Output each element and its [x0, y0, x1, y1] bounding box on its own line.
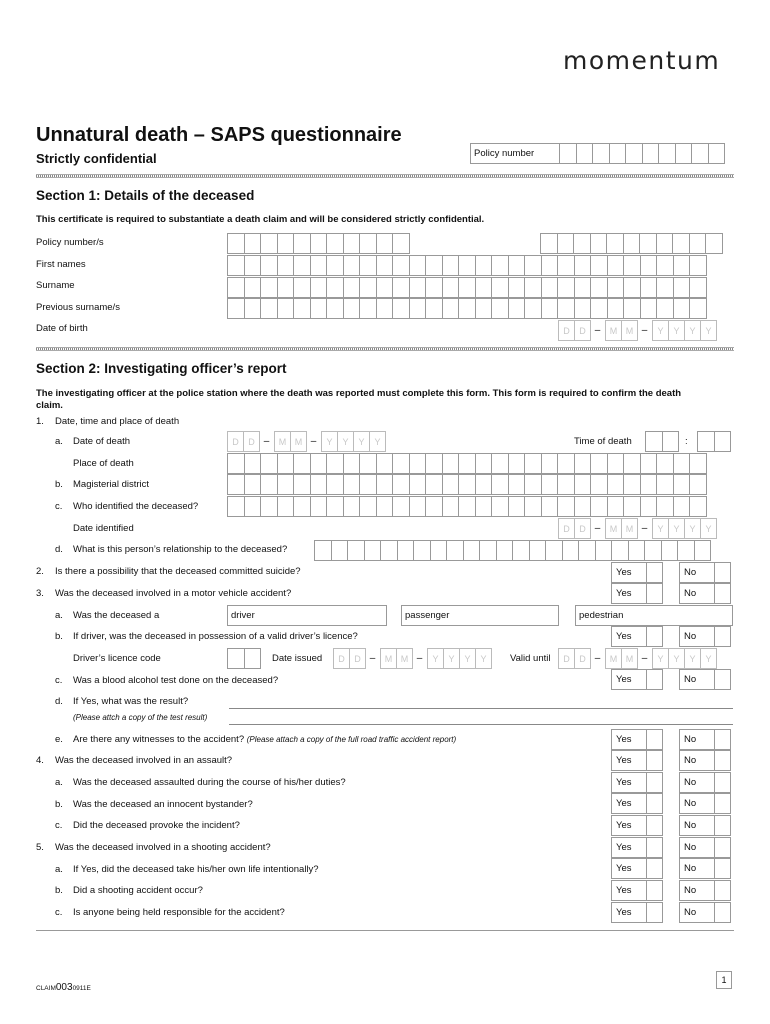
q3b-text: If driver, was the deceased in possession of a valid driver’s licence? — [73, 631, 358, 642]
q3-text: Was the deceased involved in a motor vehicle accident? — [55, 588, 292, 599]
option-pedestrian[interactable]: pedestrian — [575, 605, 733, 626]
q4c-text: Did the deceased provoke the incident? — [73, 820, 240, 831]
q2-text: Is there a possibility that the deceased committed suicide? — [55, 566, 301, 577]
q4-no-checkbox[interactable]: No — [679, 750, 731, 771]
q3b-letter: b. — [55, 631, 63, 642]
q4a-text: Was the deceased assaulted during the course of his/her duties? — [73, 777, 346, 788]
q4b-yes-checkbox[interactable]: Yes — [611, 793, 663, 814]
q4c-no-checkbox[interactable]: No — [679, 815, 731, 836]
q4b-letter: b. — [55, 799, 63, 810]
q3-number: 3. — [36, 588, 44, 599]
q3e-letter: e. — [55, 734, 63, 745]
q5b-no-checkbox[interactable]: No — [679, 880, 731, 901]
q4-number: 4. — [36, 755, 44, 766]
test-result-line-1[interactable] — [229, 708, 733, 709]
policy-number-input[interactable] — [559, 143, 724, 164]
q2-no-checkbox[interactable]: No — [679, 562, 731, 583]
q3e-question: Are there any witnesses to the accident? — [73, 734, 245, 745]
q3d-text: If Yes, what was the result? — [73, 696, 189, 707]
time-minutes-input[interactable] — [697, 431, 730, 452]
q5-number: 5. — [36, 842, 44, 853]
identified-by-input[interactable] — [227, 496, 706, 517]
option-driver[interactable]: driver — [227, 605, 387, 626]
q4c-yes-checkbox[interactable]: Yes — [611, 815, 663, 836]
surname-label: Surname — [36, 280, 75, 291]
q1c-letter: c. — [55, 501, 63, 512]
q4b-no-checkbox[interactable]: No — [679, 793, 731, 814]
q5b-text: Did a shooting accident occur? — [73, 885, 203, 896]
option-passenger[interactable]: passenger — [401, 605, 559, 626]
page-title: Unnatural death – SAPS questionnaire — [36, 124, 402, 146]
q4-yes-checkbox[interactable]: Yes — [611, 750, 663, 771]
previous-surname-input[interactable] — [227, 298, 706, 319]
q5c-letter: c. — [55, 907, 63, 918]
place-of-death-input[interactable] — [227, 453, 706, 474]
q3a-text: Was the deceased a — [73, 610, 160, 621]
q3a-letter: a. — [55, 610, 63, 621]
q5-no-checkbox[interactable]: No — [679, 837, 731, 858]
section1-note: This certificate is required to substantiate a death claim and will be considered strictly confidential. — [36, 214, 485, 225]
first-names-input[interactable] — [227, 255, 706, 276]
momentum-logo: momentum — [563, 46, 721, 75]
q3d-note: (Please attch a copy of the test result) — [73, 713, 208, 722]
first-names-label: First names — [36, 259, 86, 270]
date-issued-input[interactable]: D D – M M – Y Y Y Y — [333, 648, 491, 669]
q5b-letter: b. — [55, 885, 63, 896]
q3b-yes-checkbox[interactable]: Yes — [611, 626, 663, 647]
date-identified-label: Date identified — [73, 523, 134, 534]
q1d-text: What is this person’s relationship to the deceased? — [73, 544, 288, 555]
q2-yes-checkbox[interactable]: Yes — [611, 562, 663, 583]
q4c-letter: c. — [55, 820, 63, 831]
q3d-letter: d. — [55, 696, 63, 707]
q4a-yes-checkbox[interactable]: Yes — [611, 772, 663, 793]
section2-note-line1: The investigating officer at the police station where the death was reported must complete this form. This form is required to confirm the death — [36, 388, 682, 399]
q5a-letter: a. — [55, 864, 63, 875]
valid-until-label: Valid until — [510, 653, 551, 664]
page-number: 1 — [716, 971, 732, 989]
q2-number: 2. — [36, 566, 44, 577]
q5c-text: Is anyone being held responsible for the accident? — [73, 907, 285, 918]
q3c-letter: c. — [55, 675, 63, 686]
q1b-letter: b. — [55, 479, 63, 490]
q1b-text: Magisterial district — [73, 479, 150, 490]
q1a-letter: a. — [55, 436, 63, 447]
policy-numbers-label: Policy number/s — [36, 237, 104, 248]
date-issued-label: Date issued — [272, 653, 323, 664]
form-code-main: 003 — [55, 982, 73, 993]
q4a-no-checkbox[interactable]: No — [679, 772, 731, 793]
date-of-death-input[interactable]: D D – M M – Y Y Y Y — [227, 431, 385, 452]
policy-numbers-input-1[interactable] — [227, 233, 409, 254]
q3e-no-checkbox[interactable]: No — [679, 729, 731, 750]
divider — [36, 347, 734, 351]
q5a-no-checkbox[interactable]: No — [679, 858, 731, 879]
q3c-yes-checkbox[interactable]: Yes — [611, 669, 663, 690]
q5b-yes-checkbox[interactable]: Yes — [611, 880, 663, 901]
q5a-yes-checkbox[interactable]: Yes — [611, 858, 663, 879]
licence-code-label: Driver’s licence code — [73, 653, 161, 664]
date-of-birth-label: Date of birth — [36, 323, 88, 334]
form-code-prefix: CLAIM — [36, 985, 56, 992]
q3-yes-checkbox[interactable]: Yes — [611, 583, 663, 604]
section2-note-line2: claim. — [36, 400, 63, 411]
q4a-letter: a. — [55, 777, 63, 788]
previous-surname-label: Previous surname/s — [36, 302, 120, 313]
page-subtitle: Strictly confidential — [36, 151, 157, 166]
q3c-no-checkbox[interactable]: No — [679, 669, 731, 690]
q1c-text: Who identified the deceased? — [73, 501, 199, 512]
q4b-text: Was the deceased an innocent bystander? — [73, 799, 253, 810]
section2-heading: Section 2: Investigating officer’s report — [36, 361, 287, 376]
form-code — [36, 980, 91, 995]
q5c-no-checkbox[interactable]: No — [679, 902, 731, 923]
q4-text: Was the deceased involved in an assault? — [55, 755, 233, 766]
licence-code-input[interactable] — [227, 648, 260, 669]
q1d-letter: d. — [55, 544, 63, 555]
place-of-death-label: Place of death — [73, 458, 134, 469]
test-result-line-2[interactable] — [229, 724, 733, 725]
q1-number: 1. — [36, 416, 44, 427]
q1-text: Date, time and place of death — [55, 416, 180, 427]
policy-number-label: Policy number — [474, 148, 535, 159]
q1a-text: Date of death — [73, 436, 131, 447]
surname-input[interactable] — [227, 277, 706, 298]
time-hours-input[interactable] — [645, 431, 678, 452]
q3e-yes-checkbox[interactable]: Yes — [611, 729, 663, 750]
magisterial-district-input[interactable] — [227, 474, 706, 495]
time-of-death-label: Time of death — [574, 436, 632, 447]
q3b-no-checkbox[interactable]: No — [679, 626, 731, 647]
valid-until-input[interactable]: D D – M M – Y Y Y Y — [558, 648, 716, 669]
q3e-text — [73, 734, 456, 746]
q5c-yes-checkbox[interactable]: Yes — [611, 902, 663, 923]
form-code-suffix: 0911E — [72, 985, 91, 992]
q3c-text: Was a blood alcohol test done on the deceased? — [73, 675, 279, 686]
policy-numbers-input-2[interactable] — [540, 233, 722, 254]
q5-yes-checkbox[interactable]: Yes — [611, 837, 663, 858]
date-of-birth-input[interactable]: D D – M M – Y Y Y Y — [558, 320, 716, 341]
q5-text: Was the deceased involved in a shooting accident? — [55, 842, 271, 853]
q5a-text: If Yes, did the deceased take his/her own life intentionally? — [73, 864, 319, 875]
policy-number-label-box — [470, 143, 560, 164]
q3e-note: (Please attach a copy of the full road traffic accident report) — [246, 735, 457, 744]
q3-no-checkbox[interactable]: No — [679, 583, 731, 604]
time-separator: : — [685, 436, 688, 447]
relationship-input[interactable] — [314, 540, 710, 561]
bottom-divider — [36, 930, 734, 931]
date-identified-input[interactable]: D D – M M – Y Y Y Y — [558, 518, 716, 539]
section1-heading: Section 1: Details of the deceased — [36, 188, 255, 203]
divider — [36, 174, 734, 178]
